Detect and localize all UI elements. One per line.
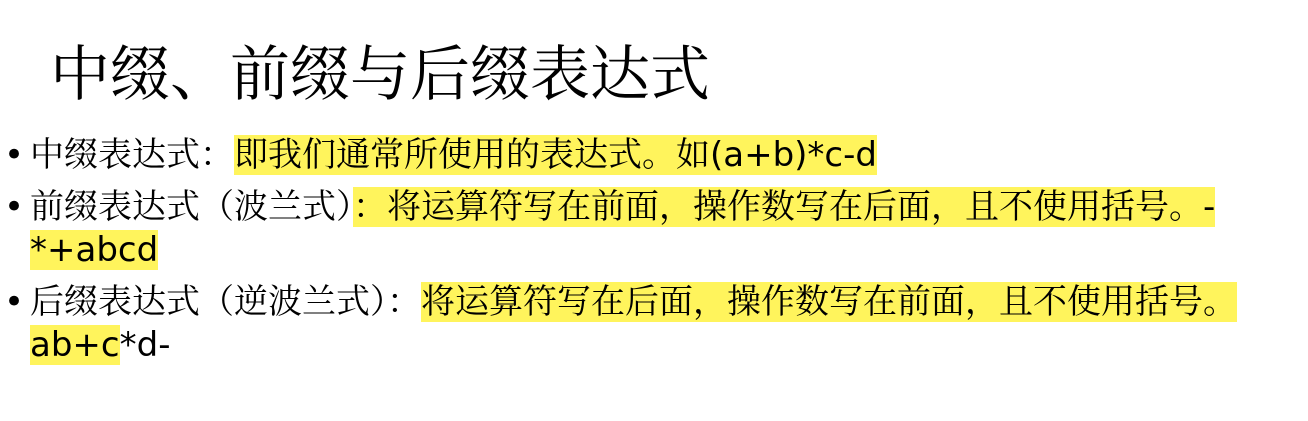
bullet-term: 前缀表达式（波兰式） bbox=[30, 187, 353, 227]
bullet-list bbox=[0, 134, 1290, 376]
bullet-dot-icon: • bbox=[4, 135, 25, 175]
bullet-dot-icon: • bbox=[4, 282, 25, 322]
bullet-term: 后缀表达式（逆波兰式）： bbox=[30, 282, 421, 322]
bullet-postfix bbox=[0, 281, 1290, 367]
highlighted-description: ：将运算符写在前面，操作数写在后面，且不使用括号。-*+abcd bbox=[30, 187, 1216, 270]
highlighted-description: 即我们通常所使用的表达式。如(a+b)*c-d bbox=[234, 135, 877, 175]
highlighted-description: 将运算符写在后面，操作数写在前面，且不使用括号。ab+c bbox=[30, 282, 1237, 365]
bullet-prefix bbox=[0, 186, 1290, 272]
slide-title: 中缀、前缀与后缀表达式 bbox=[50, 40, 710, 110]
bullet-tail: *d- bbox=[119, 325, 171, 365]
bullet-infix bbox=[0, 134, 1290, 177]
bullet-dot-icon: • bbox=[4, 187, 25, 227]
bullet-term: 中缀表达式： bbox=[30, 135, 234, 175]
